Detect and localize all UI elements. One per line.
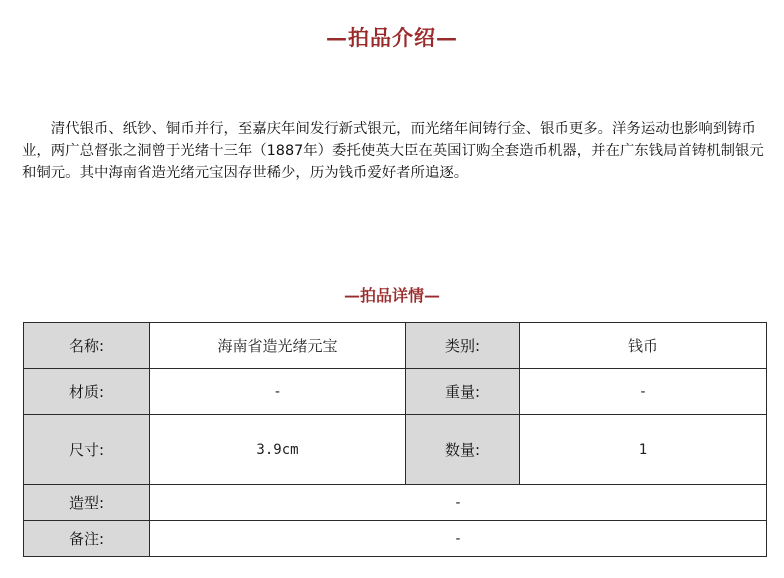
table-row: [24, 485, 767, 521]
details-title: —拍品详情—: [343, 286, 440, 305]
label-shape: 造型:: [24, 485, 150, 521]
table-row: [24, 415, 767, 485]
value-category: 钱币: [520, 323, 767, 369]
value-size: 3.9cm: [150, 415, 406, 485]
value-quantity: 1: [520, 415, 767, 485]
value-remark: -: [150, 521, 767, 557]
label-name: 名称:: [24, 323, 150, 369]
value-name: 海南省造光绪元宝: [150, 323, 406, 369]
label-quantity: 数量:: [406, 415, 520, 485]
value-shape: -: [150, 485, 767, 521]
value-weight: -: [520, 369, 767, 415]
table-row: [24, 521, 767, 557]
table-row: [24, 369, 767, 415]
label-weight: 重量:: [406, 369, 520, 415]
label-size: 尺寸:: [24, 415, 150, 485]
table-row: [24, 323, 767, 369]
intro-paragraph: 清代银币、纸钞、铜币并行，至嘉庆年间发行新式银元，而光绪年间铸行金、银币更多。洋务运动也影响到铸币业，两广总督张之洞曾于光绪十三年（1887年）委托使英大臣在英国订购全套造币机器，并在广东钱局首铸机制银元和铜元。其中海南省造光绪元宝因存世稀少，历为钱币爱好者所追逐。: [22, 121, 764, 181]
label-material: 材质:: [24, 369, 150, 415]
label-category: 类别:: [406, 323, 520, 369]
details-table: [23, 322, 767, 557]
label-remark: 备注:: [24, 521, 150, 557]
value-material: -: [150, 369, 406, 415]
page-title: —拍品介绍—: [326, 25, 458, 50]
